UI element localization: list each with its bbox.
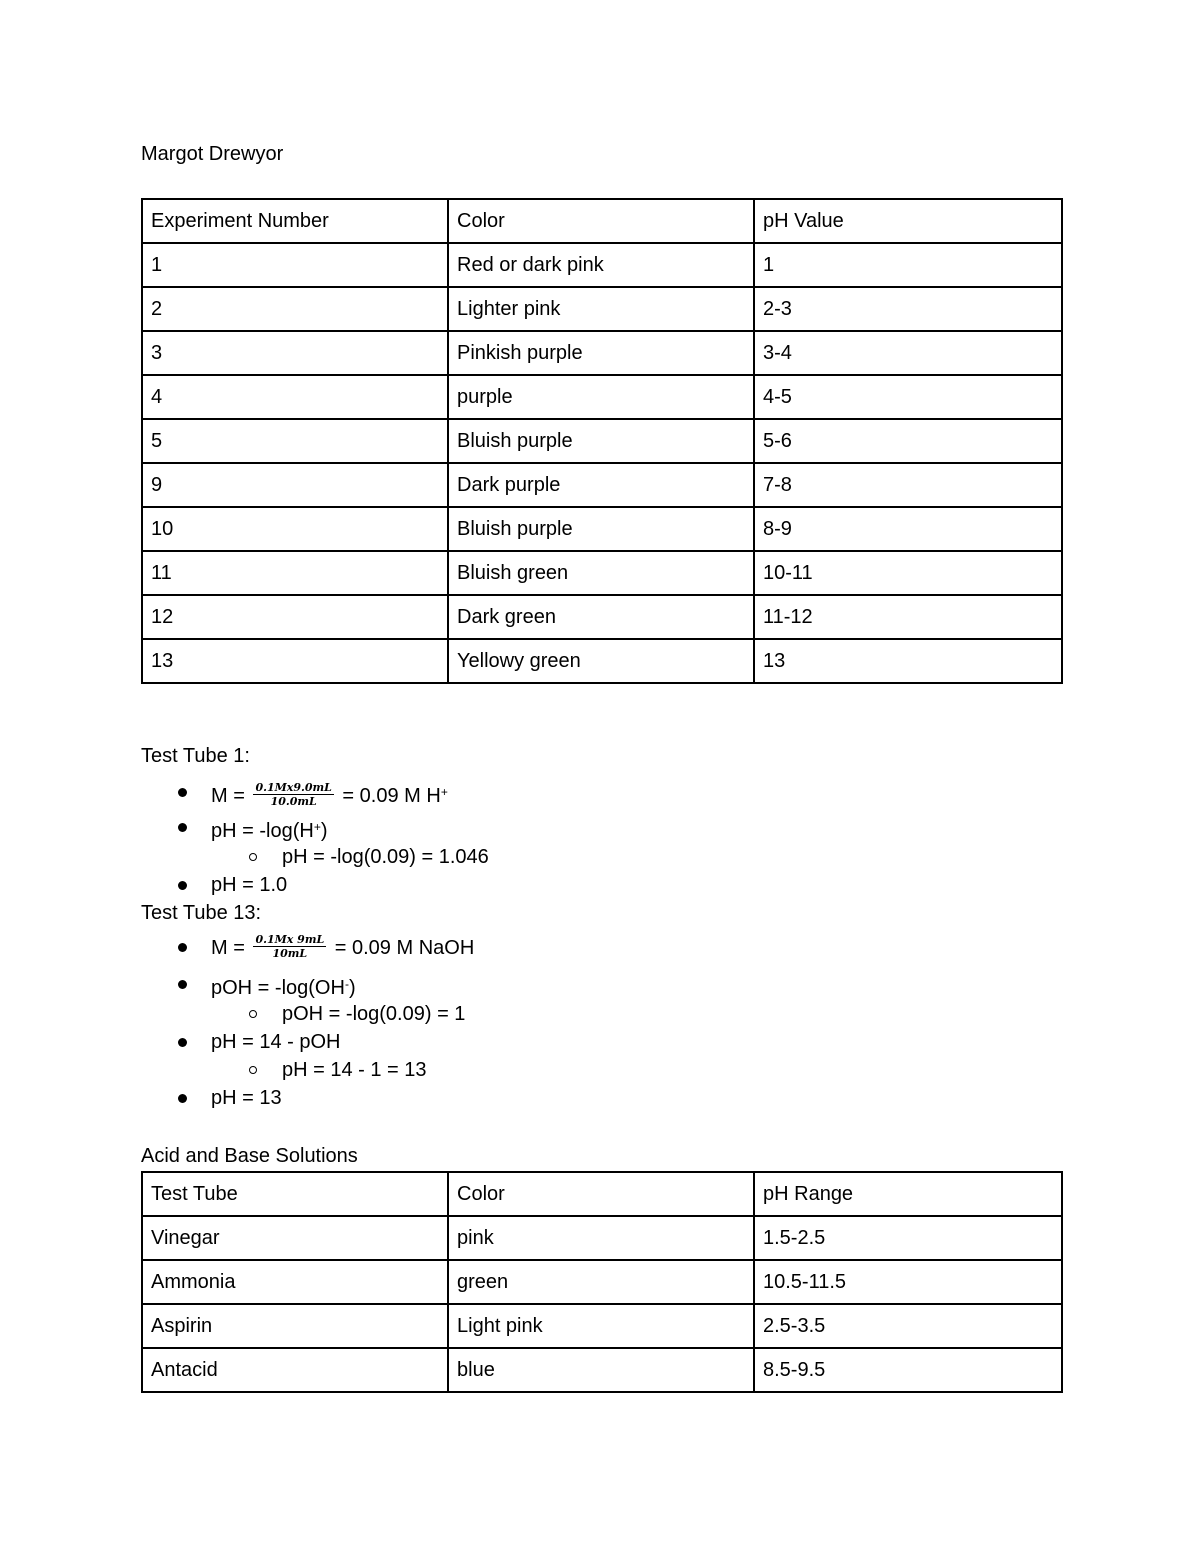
molarity-prefix: M =: [211, 785, 245, 807]
header-cell: Color: [448, 199, 754, 243]
tube13-poh-calc: pOH = -log(0.09) = 1: [282, 1003, 466, 1025]
table-cell: 2.5-3.5: [754, 1304, 1062, 1348]
table-row: [142, 1304, 1062, 1348]
table-cell: Aspirin: [142, 1304, 448, 1348]
table-cell: 4-5: [754, 375, 1062, 419]
table-cell: Yellowy green: [448, 639, 754, 683]
table-cell: 11-12: [754, 595, 1062, 639]
table-row: [142, 1260, 1062, 1304]
header-cell: Color: [448, 1172, 754, 1216]
experiment-table: [141, 198, 1063, 684]
table-cell: 5-6: [754, 419, 1062, 463]
tube1-title: Test Tube 1:: [141, 745, 250, 767]
table-cell: 3: [142, 331, 448, 375]
tube13-poh-formula: [211, 972, 356, 1000]
table-cell: Pinkish purple: [448, 331, 754, 375]
superscript: -: [344, 977, 349, 991]
table-row: [142, 1216, 1062, 1260]
table-cell: Dark green: [448, 595, 754, 639]
superscript: +: [313, 820, 321, 834]
acid-base-table: [141, 1171, 1063, 1393]
header-cell: Experiment Number: [142, 199, 448, 243]
table-cell: Dark purple: [448, 463, 754, 507]
table-cell: Bluish purple: [448, 419, 754, 463]
table-cell: purple: [448, 375, 754, 419]
table-cell: Antacid: [142, 1348, 448, 1392]
formula-text: ): [348, 977, 356, 999]
table-cell: Light pink: [448, 1304, 754, 1348]
table-header-row: [142, 1172, 1062, 1216]
table-row: [142, 507, 1062, 551]
table-row: [142, 331, 1062, 375]
table-cell: green: [448, 1260, 754, 1304]
molarity-fraction: [253, 933, 326, 960]
formula-text: pOH = -log(OH: [211, 977, 345, 999]
formula-text: pH = -log(H: [211, 820, 314, 842]
tube1-ph-result: pH = 1.0: [211, 874, 288, 896]
table-row: [142, 595, 1062, 639]
author-name: Margot Drewyor: [141, 143, 284, 165]
tube1-ph-formula: [211, 815, 328, 843]
table-cell: 13: [754, 639, 1062, 683]
table-cell: 8-9: [754, 507, 1062, 551]
table-cell: 9: [142, 463, 448, 507]
table-cell: 10: [142, 507, 448, 551]
table-row: [142, 463, 1062, 507]
molarity-result: = 0.09 M H: [342, 785, 441, 807]
bullet-icon: [178, 823, 187, 832]
table-cell: 2: [142, 287, 448, 331]
table-cell: 1.5-2.5: [754, 1216, 1062, 1260]
table-cell: 3-4: [754, 331, 1062, 375]
header-cell: pH Value: [754, 199, 1062, 243]
tube13-title: Test Tube 13:: [141, 902, 262, 924]
bullet-icon: [178, 788, 187, 797]
formula-text: ): [320, 820, 328, 842]
table-cell: 1: [754, 243, 1062, 287]
bullet-icon: [178, 943, 187, 952]
fraction-numerator: 0.1Mx 9mL: [255, 933, 325, 946]
table-row: [142, 639, 1062, 683]
sub-bullet-icon: [249, 853, 257, 861]
table-row: [142, 375, 1062, 419]
table-cell: 10-11: [754, 551, 1062, 595]
tube13-molarity-line: [211, 935, 474, 962]
sub-bullet-icon: [249, 1066, 257, 1074]
table-row: [142, 419, 1062, 463]
tube13-ph-formula: pH = 14 - pOH: [211, 1031, 341, 1053]
table-cell: pink: [448, 1216, 754, 1260]
table-cell: 7-8: [754, 463, 1062, 507]
bullet-icon: [178, 881, 187, 890]
molarity-fraction: [253, 781, 333, 808]
fraction-denominator: 10mL: [272, 947, 308, 960]
table-row: [142, 287, 1062, 331]
table-cell: 1: [142, 243, 448, 287]
table-cell: 5: [142, 419, 448, 463]
table-cell: 4: [142, 375, 448, 419]
table-cell: 13: [142, 639, 448, 683]
molarity-prefix: M =: [211, 936, 245, 959]
table-cell: Bluish purple: [448, 507, 754, 551]
superscript: +: [440, 785, 448, 799]
table-cell: 10.5-11.5: [754, 1260, 1062, 1304]
fraction-denominator: 10.0mL: [270, 795, 317, 809]
table-cell: 11: [142, 551, 448, 595]
tube13-ph-result: pH = 13: [211, 1087, 282, 1109]
table-cell: Vinegar: [142, 1216, 448, 1260]
tube1-ph-calc: pH = -log(0.09) = 1.046: [282, 846, 489, 868]
table-row: [142, 243, 1062, 287]
header-cell: pH Range: [754, 1172, 1062, 1216]
table-cell: blue: [448, 1348, 754, 1392]
table2-title: Acid and Base Solutions: [141, 1145, 358, 1167]
fraction-numerator: 0.1Mx9.0mL: [255, 781, 332, 795]
table-cell: 2-3: [754, 287, 1062, 331]
tube13-ph-calc: pH = 14 - 1 = 13: [282, 1059, 427, 1081]
table-cell: Ammonia: [142, 1260, 448, 1304]
table-row: [142, 551, 1062, 595]
table-cell: Bluish green: [448, 551, 754, 595]
sub-bullet-icon: [249, 1010, 257, 1018]
bullet-icon: [178, 980, 187, 989]
header-cell: Test Tube: [142, 1172, 448, 1216]
table-row: [142, 1348, 1062, 1392]
bullet-icon: [178, 1038, 187, 1047]
table-cell: 12: [142, 595, 448, 639]
table-cell: Lighter pink: [448, 287, 754, 331]
table-cell: 8.5-9.5: [754, 1348, 1062, 1392]
table-header-row: [142, 199, 1062, 243]
bullet-icon: [178, 1094, 187, 1103]
table-cell: Red or dark pink: [448, 243, 754, 287]
tube1-molarity-line: [211, 780, 448, 810]
molarity-result: = 0.09 M NaOH: [334, 936, 475, 959]
